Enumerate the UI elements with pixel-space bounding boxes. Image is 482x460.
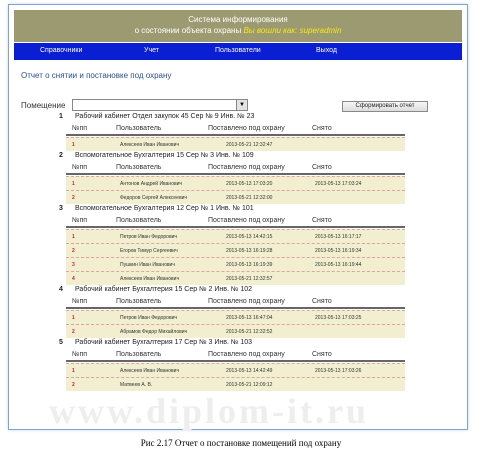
table-row bbox=[66, 377, 405, 391]
column-header-number: №пп bbox=[72, 217, 88, 224]
table-header bbox=[66, 125, 405, 136]
table-header bbox=[66, 164, 405, 175]
main-menu bbox=[14, 43, 462, 60]
column-header-disarmed: Снято bbox=[312, 164, 332, 171]
column-header-user: Пользователь bbox=[116, 351, 162, 358]
watermark: www.diplom-it.ru bbox=[49, 391, 370, 431]
row-user: Петров Иван Федорович bbox=[120, 234, 178, 240]
row-user: Федоров Сергей Алексеевич bbox=[120, 195, 188, 201]
row-armed-time: 2013-05-13 17:03:20 bbox=[226, 181, 273, 187]
room-filter-label: Помещение bbox=[21, 101, 66, 110]
column-header-disarmed: Снято bbox=[312, 217, 332, 224]
chevron-down-icon[interactable]: ▼ bbox=[236, 100, 247, 110]
page-title: Отчет о снятии и постановке под охрану bbox=[21, 71, 172, 80]
row-disarmed-time: 2013-05-13 17:03:24 bbox=[315, 181, 362, 187]
room-heading bbox=[59, 286, 252, 293]
column-header-user: Пользователь bbox=[116, 164, 162, 171]
column-header-armed: Поставлено под охрану bbox=[208, 351, 285, 358]
row-user: Егоров Тимур Сергеевич bbox=[120, 248, 178, 254]
table-row bbox=[66, 229, 405, 243]
room-number: 1 bbox=[59, 113, 63, 120]
row-disarmed-time: 2013-05-13 16:17:17 bbox=[315, 234, 362, 240]
room-number: 4 bbox=[59, 286, 63, 293]
column-header-disarmed: Снято bbox=[312, 125, 332, 132]
row-armed-time: 2013-05-21 12:32:00 bbox=[226, 195, 273, 201]
column-header-number: №пп bbox=[72, 351, 88, 358]
row-user: Алексеев Иван Иванович bbox=[120, 142, 180, 148]
row-armed-time: 2013-05-13 16:19:28 bbox=[226, 248, 273, 254]
room-name: Рабочий кабинет Бухгалтерия 17 Сер № 3 Инв. № 103 bbox=[75, 339, 253, 346]
table-row bbox=[66, 243, 405, 257]
row-number: 1 bbox=[72, 315, 75, 321]
row-user: Алексеев Иван Иванович bbox=[120, 276, 180, 282]
table-row bbox=[66, 137, 405, 151]
column-header-armed: Поставлено под охрану bbox=[208, 125, 285, 132]
report-window bbox=[8, 4, 468, 430]
column-header-user: Пользователь bbox=[116, 217, 162, 224]
row-number: 2 bbox=[72, 248, 75, 254]
column-header-disarmed: Снято bbox=[312, 351, 332, 358]
row-number: 1 bbox=[72, 181, 75, 187]
menu-item-exit[interactable]: Выход bbox=[316, 47, 337, 54]
room-select[interactable] bbox=[72, 99, 248, 111]
row-armed-time: 2013-05-13 14:42:15 bbox=[226, 234, 273, 240]
menu-item-directories[interactable]: Справочники bbox=[40, 47, 83, 54]
room-heading bbox=[59, 339, 252, 346]
figure-caption: Рис 2.17 Отчет о постановке помещений под охрану bbox=[140, 438, 342, 448]
row-user: Антонов Андрей Иванович bbox=[120, 181, 183, 187]
row-number: 2 bbox=[72, 195, 75, 201]
column-header-armed: Поставлено под охрану bbox=[208, 298, 285, 305]
row-user: Алексеев Иван Иванович bbox=[120, 368, 180, 374]
column-header-number: №пп bbox=[72, 298, 88, 305]
row-user: Абрамов Федор Михайлович bbox=[120, 329, 188, 335]
row-user: Матвеев А. В. bbox=[120, 382, 153, 388]
column-header-disarmed: Снято bbox=[312, 298, 332, 305]
row-armed-time: 2013-05-13 14:42:49 bbox=[226, 368, 273, 374]
room-number: 5 bbox=[59, 339, 63, 346]
column-header-armed: Поставлено под охрану bbox=[208, 164, 285, 171]
room-heading bbox=[59, 205, 254, 212]
row-disarmed-time: 2013-05-13 16:19:34 bbox=[315, 248, 362, 254]
row-number: 2 bbox=[72, 329, 75, 335]
table-row bbox=[66, 257, 405, 271]
table-header bbox=[66, 351, 405, 362]
menu-item-accounting[interactable]: Учет bbox=[144, 47, 159, 54]
room-heading bbox=[59, 152, 254, 159]
column-header-armed: Поставлено под охрану bbox=[208, 217, 285, 224]
column-header-number: №пп bbox=[72, 125, 88, 132]
room-number: 2 bbox=[59, 152, 63, 159]
row-number: 1 bbox=[72, 142, 75, 148]
room-heading bbox=[59, 113, 254, 120]
table-row bbox=[66, 363, 405, 377]
row-armed-time: 2013-05-13 16:47:04 bbox=[226, 315, 273, 321]
header-title: Система информирования bbox=[188, 15, 288, 24]
room-name: Рабочий кабинет Бухгалтерия 15 Сер № 2 Инв. № 102 bbox=[75, 286, 253, 293]
row-disarmed-time: 2013-05-13 16:19:44 bbox=[315, 262, 362, 268]
logged-in-user: Вы вошли как: superadmin bbox=[243, 26, 342, 35]
row-number: 1 bbox=[72, 234, 75, 240]
room-name: Вспомогательное Бухгалтерия 12 Сер № 1 Инв. № 101 bbox=[75, 205, 254, 212]
row-disarmed-time: 2013-05-13 17:03:26 bbox=[315, 368, 362, 374]
column-header-user: Пользователь bbox=[116, 298, 162, 305]
row-armed-time: 2013-05-21 12:32:47 bbox=[226, 142, 273, 148]
menu-item-users[interactable]: Пользователи bbox=[215, 47, 261, 54]
row-armed-time: 2013-05-21 12:09:12 bbox=[226, 382, 273, 388]
app-header bbox=[14, 10, 462, 42]
room-name: Вспомогательное Бухгалтерия 15 Сер № 3 Инв. № 109 bbox=[75, 152, 254, 159]
table-header bbox=[66, 217, 405, 228]
row-user: Пушкин Иван Иванович bbox=[120, 262, 175, 268]
row-armed-time: 2013-05-21 12:32:57 bbox=[226, 276, 273, 282]
column-header-user: Пользователь bbox=[116, 125, 162, 132]
table-header bbox=[66, 298, 405, 309]
table-row bbox=[66, 310, 405, 324]
row-user: Петров Иван Федорович bbox=[120, 315, 178, 321]
row-number: 3 bbox=[72, 262, 75, 268]
row-number: 1 bbox=[72, 368, 75, 374]
generate-report-button[interactable]: Сформировать отчет bbox=[342, 101, 428, 112]
header-subtitle: о состоянии объекта охраны bbox=[134, 26, 242, 35]
row-armed-time: 2013-05-21 12:32:52 bbox=[226, 329, 273, 335]
table-row bbox=[66, 324, 405, 338]
row-disarmed-time: 2013-05-13 17:03:25 bbox=[315, 315, 362, 321]
row-number: 4 bbox=[72, 276, 75, 282]
row-armed-time: 2013-05-13 16:19:39 bbox=[226, 262, 273, 268]
row-number: 2 bbox=[72, 382, 75, 388]
room-number: 3 bbox=[59, 205, 63, 212]
table-row bbox=[66, 271, 405, 285]
room-name: Рабочий кабинет Отдел закупок 45 Сер № 9 Инв. № 23 bbox=[75, 113, 255, 120]
table-row bbox=[66, 176, 405, 190]
column-header-number: №пп bbox=[72, 164, 88, 171]
table-row bbox=[66, 190, 405, 204]
